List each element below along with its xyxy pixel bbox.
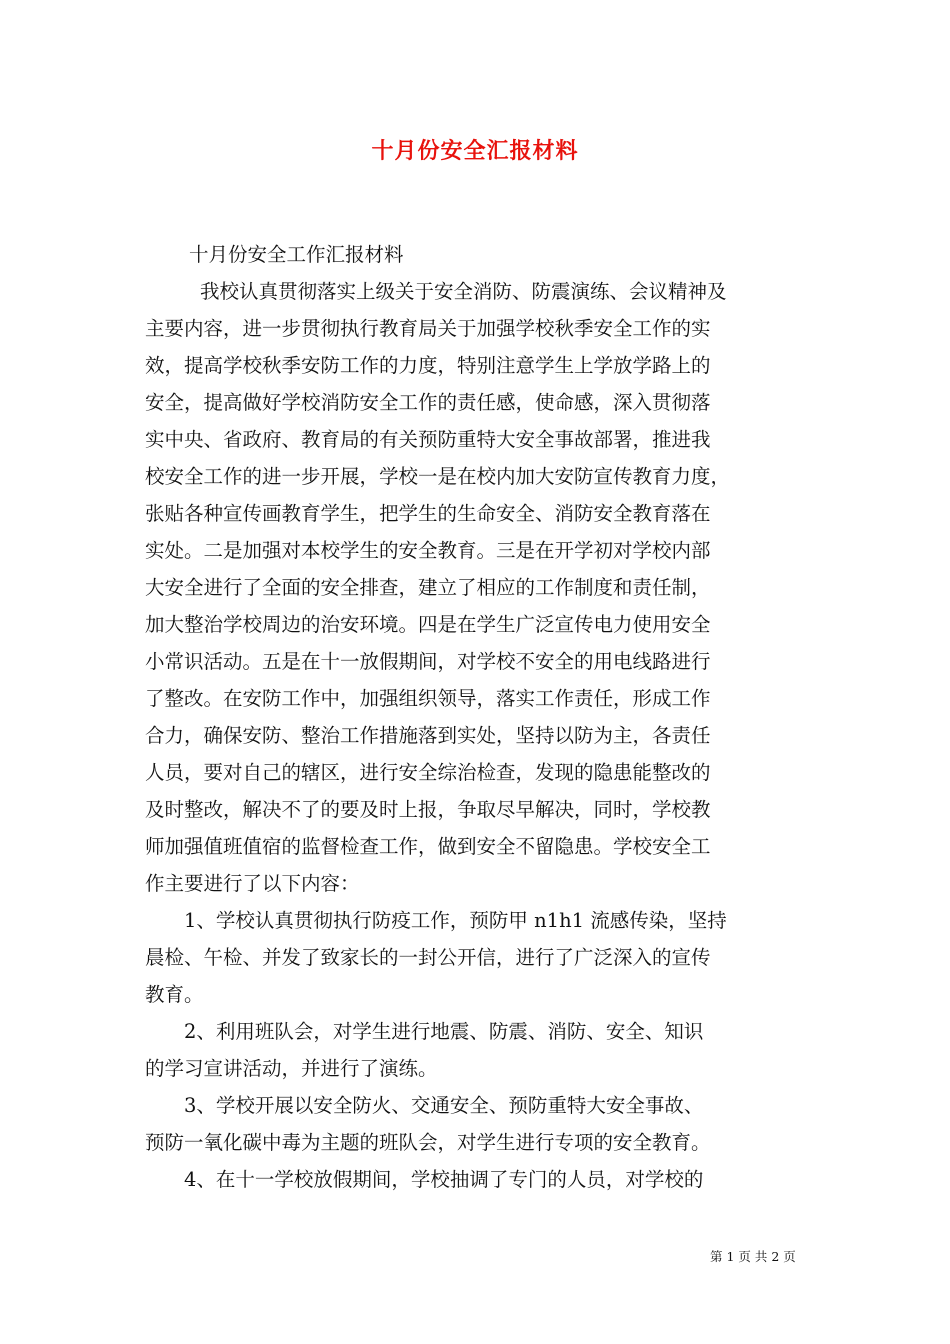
body-line: 大安全进行了全面的安全排查，建立了相应的工作制度和责任制， [145,576,711,599]
body-line: 我校认真贯彻落实上级关于安全消防、防震演练、会议精神及 [200,280,727,303]
body-line: 合力，确保安防、整治工作措施落到实处，坚持以防为主，各责任 [145,724,711,747]
body-line: 效，提高学校秋季安防工作的力度，特别注意学生上学放学路上的 [145,354,711,377]
document-title: 十月份安全汇报材料 [371,138,579,164]
body-line: 主要内容，进一步贯彻执行教育局关于加强学校秋季安全工作的实 [145,317,711,340]
body-line: 预防一氧化碳中毒为主题的班队会，对学生进行专项的安全教育。 [145,1131,711,1154]
body-line: 师加强值班值宿的监督检查工作，做到安全不留隐患。学校安全工 [145,835,711,858]
body-line: 加大整治学校周边的治安环境。四是在学生广泛宣传电力使用安全 [145,613,711,636]
body-line: 十月份安全工作汇报材料 [189,243,404,266]
body-line: 晨检、午检、并发了致家长的一封公开信，进行了广泛深入的宣传 [145,946,711,969]
list-item-line: 4、在十一学校放假期间，学校抽调了专门的人员，对学校的 [184,1168,704,1191]
list-item-line: 3、学校开展以安全防火、交通安全、预防重特大安全事故、 [184,1094,704,1117]
body-line: 及时整改，解决不了的要及时上报，争取尽早解决，同时，学校教 [145,798,711,821]
body-line: 实中央、省政府、教育局的有关预防重特大安全事故部署，推进我 [145,428,711,451]
page-number: 第 1 页 共 2 页 [710,1249,796,1264]
list-item-line: 2、利用班队会，对学生进行地震、防震、消防、安全、知识 [184,1020,704,1043]
body-line: 实处。二是加强对本校学生的安全教育。三是在开学初对学校内部 [145,539,711,562]
body-line: 人员，要对自己的辖区，进行安全综治检查，发现的隐患能整改的 [145,761,711,784]
body-line: 作主要进行了以下内容： [145,872,360,895]
body-line: 了整改。在安防工作中，加强组织领导，落实工作责任，形成工作 [145,687,711,710]
body-line: 张贴各种宣传画教育学生，把学生的生命安全、消防安全教育落在 [145,502,711,525]
body-line: 校安全工作的进一步开展，学校一是在校内加大安防宣传教育力度， [145,465,731,488]
body-line: 小常识活动。五是在十一放假期间，对学校不安全的用电线路进行 [145,650,711,673]
body-line: 安全，提高做好学校消防安全工作的责任感，使命感，深入贯彻落 [145,391,711,414]
body-line: 教育。 [145,983,204,1006]
list-item-line: 1、学校认真贯彻执行防疫工作，预防甲 n1h1 流感传染，坚持 [184,909,727,932]
body-line: 的学习宣讲活动，并进行了演练。 [145,1057,438,1080]
